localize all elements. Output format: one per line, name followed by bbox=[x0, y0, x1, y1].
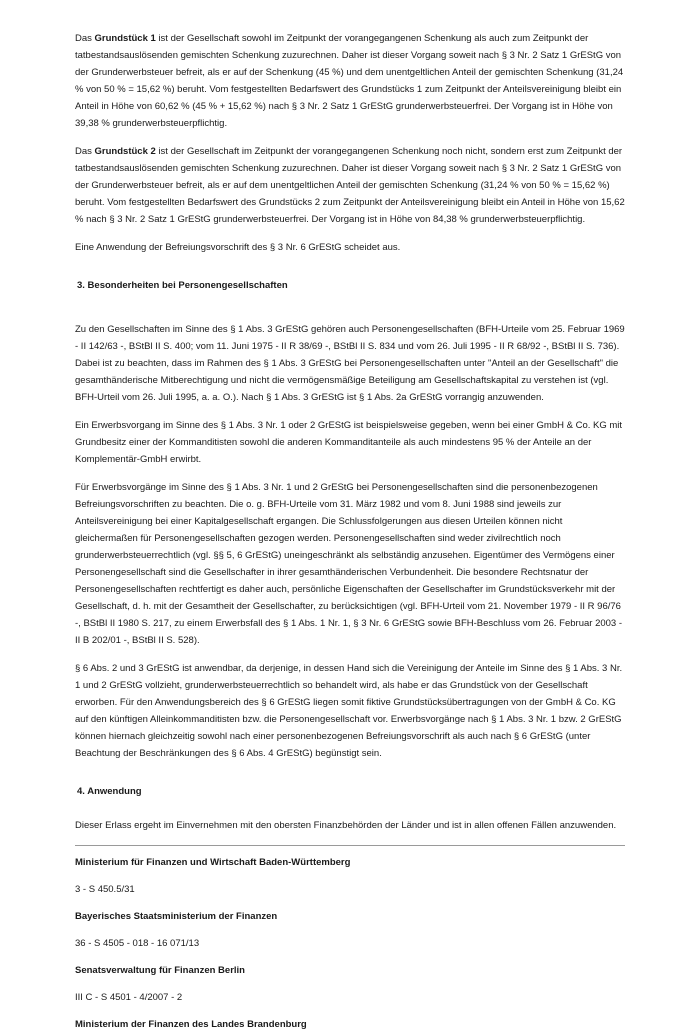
authority-reference: III C - S 4501 - 4/2007 - 2 bbox=[75, 992, 183, 1003]
grundstueck-1-label: Grundstück 1 bbox=[94, 33, 156, 44]
authority-name: Bayerisches Staatsministerium der Finanzen bbox=[75, 911, 278, 922]
section-3-paragraph: Zu den Gesellschaften im Sinne des § 1 Abs. 3 GrEStG gehören auch Personengesellschaften (BFH-Urteile vom 25. Februar 1969 - II 142/63 -, BStBl II S. 400; vom 11. Juni 1975 - II R 38/69 -, BStBl II S. 834 und vom 26. Juli 1995 - II R 68/92 -, BStBl II S. 736). Dabei ist zu beachten, dass im Rahmen des § 1 Abs. 3 GrEStG bei Personengesellschaften unter "Anteil an der Gesellschaft" die gesamthänderische Mitberechtigung und nicht die vermögensmäßige Beteiligung am Gesellschaftskapital zu verstehen ist (vgl. BFH-Urteil vom 26. Juli 1995, a. a. O.). Nach § 1 Abs. 3 GrEStG ist § 1 Abs. 2a GrEStG vorrangig anzuwenden. bbox=[75, 324, 625, 403]
section-4-heading: 4. Anwendung bbox=[77, 786, 142, 797]
authority-name: Senatsverwaltung für Finanzen Berlin bbox=[75, 965, 245, 976]
section-3-paragraph: Ein Erwerbsvorgang im Sinne des § 1 Abs. 3 Nr. 1 oder 2 GrEStG ist beispielsweise gegeben, wenn bei einer GmbH & Co. KG mit Grundbesitz einer der Kommanditisten sowohl die anderen Kommanditanteile als auch mindestens 95 % der Anteile an der Komplementär-GmbH erwirbt. bbox=[75, 420, 623, 465]
section-3-heading: 3. Besonderheiten bei Personengesellschaften bbox=[77, 280, 288, 291]
paragraph-befreiung: Eine Anwendung der Befreiungsvorschrift des § 3 Nr. 6 GrEStG scheidet aus. bbox=[75, 242, 401, 253]
authority-name: Ministerium für Finanzen und Wirtschaft Baden-Württemberg bbox=[75, 857, 351, 868]
authority-name: Ministerium der Finanzen des Landes Brandenburg bbox=[75, 1019, 307, 1030]
paragraph-grundstueck-2: Das Grundstück 2 ist der Gesellschaft im Zeitpunkt der vorangegangenen Schenkung noch nicht, sondern erst zum Zeitpunkt der tatbestandsauslösenden gemischten Schenkung zuzurechnen. Daher ist dieser Vorgang soweit nach § 3 Nr. 2 Satz 1 GrEStG von der Grunderwerbsteuer befreit, als er auf dem unentgeltlichen Anteil der gemischten Schenkung (31,24 % von 50 % = 15,62 %) beruht. Vom festgestellten Bedarfswert des Grundstücks 2 zum Zeitpunkt der Anteilsvereinigung bleibt ein Anteil in Höhe von 15,62 % nach § 3 Nr. 2 Satz 1 GrEStG grunderwerbsteuerfrei. Der Vorgang ist in Höhe von 84,38 % grunderwerbsteuerpflichtig. bbox=[75, 146, 625, 225]
section-3-paragraph: Für Erwerbsvorgänge im Sinne des § 1 Abs. 3 Nr. 1 und 2 GrEStG bei Personengesellschaften sind die personenbezogenen Befreiungsvorschriften zu beachten. Die o. g. BFH-Urteile vom 31. März 1982 und vom 8. Juni 1988 sind jeweils zur Anteilsvereinigung bei einer Kapitalgesellschaft ergangen. Die Schlussfolgerungen aus diesen Urteilen können nicht gleichermaßen für Personengesellschaften gezogen werden. Personengesellschaften sind weder zivilrechtlich noch grunderwerbsteuerrechtlich (vgl. §§ 5, 6 GrEStG) uneingeschränkt als selbständig anzusehen. Eigentümer des Vermögens einer Personengesellschaft sind die Gesellschafter in ihrer gesamthänderischen Verbundenheit. Die besondere Rechtsnatur der Personengesellschaften rechtfertigt es daher auch, persönliche Eigenschaften der Gesellschafter im Grundstücksverkehr mit der Gesellschaft, d. h. mit der Gesamtheit der Gesellschafter, zu berücksichtigen (vgl. BFH-Urteil vom 21. November 1979 - II R 96/76 -, BStBl II 1980 S. 217, zu einem Erwerbsfall des § 1 Abs. 1 Nr. 1, § 3 Nr. 6 GrEStG sowie BFH-Beschluss vom 26. Februar 2003 - II B 202/01 -, BStBl II S. 528). bbox=[75, 482, 623, 646]
section-3-paragraph: § 6 Abs. 2 und 3 GrEStG ist anwendbar, da derjenige, in dessen Hand sich die Vereinigung der Anteile im Sinne des § 1 Abs. 3 Nr. 1 und 2 GrEStG vollzieht, grunderwerbsteuerrechtlich so behandelt wird, als habe er das Grundstück von der Gesellschaft erworben. Für den Anwendungsbereich des § 6 GrEStG liegen somit fiktive Grundstücksübertragungen von der GmbH & Co. KG auf den künftigen Alleinkommanditisten bzw. die Personengesellschaft vor. Erwerbsvorgänge nach § 1 Abs. 3 Nr. 1 bzw. 2 GrEStG können hiernach gleichzeitig sowohl nach einer personenbezogenen Befreiungsvorschrift als auch nach § 6 GrEStG (unter Beachtung der Beschränkungen des § 6 Abs. 4 GrEStG) begünstigt sein. bbox=[75, 663, 623, 759]
paragraph-grundstueck-1: Das Grundstück 1 ist der Gesellschaft sowohl im Zeitpunkt der vorangegangenen Schenkung als auch zum Zeitpunkt der tatbestandsauslösenden gemischten Schenkung zuzurechnen. Daher ist dieser Vorgang soweit nach § 3 Nr. 2 Satz 1 GrEStG von der Grunderwerbsteuer befreit, als er auf der Schenkung (45 %) und dem unentgeltlichen Anteil der gemischten Schenkung (31,24 % von 50 % = 15,62 %) beruht. Vom festgestellten Bedarfswert des Grundstücks 1 zum Zeitpunkt der Anteilsvereinigung bleibt ein Anteil in Höhe von 60,62 % (45 % + 15,62 %) nach § 3 Nr. 2 Satz 1 GrEStG grunderwerbsteuerfrei. Der Vorgang ist in Höhe von 39,38 % grunderwerbsteuerpflichtig. bbox=[75, 33, 624, 129]
authority-reference: 36 - S 4505 - 018 - 16 071/13 bbox=[75, 938, 200, 949]
divider bbox=[75, 845, 625, 846]
section-4-paragraph: Dieser Erlass ergeht im Einvernehmen mit den obersten Finanzbehörden der Länder und ist in allen offenen Fällen anzuwenden. bbox=[75, 820, 617, 831]
authority-reference: 3 - S 450.5/31 bbox=[75, 884, 135, 895]
grundstueck-2-label: Grundstück 2 bbox=[94, 146, 156, 157]
